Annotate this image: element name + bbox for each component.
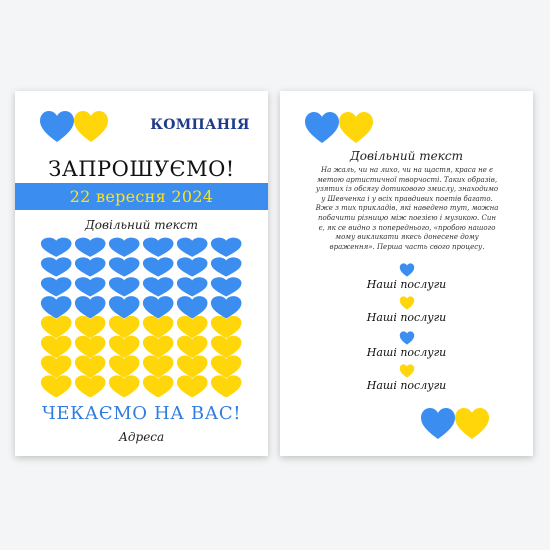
blue-heart-icon bbox=[177, 257, 208, 276]
blue-heart-icon bbox=[143, 277, 174, 296]
yellow-heart-icon bbox=[143, 356, 174, 378]
yellow-heart-icon bbox=[177, 356, 208, 378]
hearts-logo bbox=[39, 110, 111, 146]
company-name: КОМПАНІЯ bbox=[150, 117, 250, 133]
service-item bbox=[280, 331, 533, 359]
yellow-heart-icon bbox=[399, 364, 415, 378]
service-item bbox=[280, 364, 533, 392]
blue-heart-icon bbox=[211, 257, 242, 276]
yellow-heart-icon bbox=[177, 336, 208, 358]
closing-text: ЧЕКАЄМО НА ВАС! bbox=[41, 403, 242, 424]
blue-heart-icon bbox=[41, 238, 72, 257]
blue-heart-icon bbox=[41, 296, 72, 318]
hearts-logo-bottom bbox=[420, 407, 492, 443]
yellow-heart-icon bbox=[109, 375, 140, 397]
blue-heart-icon bbox=[109, 238, 140, 257]
yellow-heart-icon bbox=[75, 375, 106, 397]
yellow-heart-icon bbox=[177, 316, 208, 338]
blue-heart-icon bbox=[399, 263, 415, 277]
blue-heart-icon bbox=[177, 296, 208, 318]
service-label: Наші послуги bbox=[366, 346, 447, 359]
yellow-heart-icon bbox=[41, 316, 72, 338]
yellow-heart-icon bbox=[143, 316, 174, 338]
blue-heart-icon bbox=[143, 296, 174, 318]
invitation-title: ЗАПРОШУЄМО! bbox=[48, 157, 235, 181]
date-banner bbox=[15, 183, 268, 210]
blue-heart-icon bbox=[305, 112, 339, 143]
yellow-heart-icon bbox=[41, 356, 72, 378]
blue-heart-icon bbox=[399, 331, 415, 345]
blue-heart-icon bbox=[177, 238, 208, 257]
yellow-heart-icon bbox=[211, 375, 242, 397]
hearts-logo-back bbox=[304, 111, 376, 147]
event-date: 22 вересня 2024 bbox=[69, 187, 214, 206]
blue-heart-icon bbox=[75, 277, 106, 296]
blue-heart-icon bbox=[211, 238, 242, 257]
yellow-heart-icon bbox=[143, 336, 174, 358]
blue-heart-icon bbox=[75, 257, 106, 276]
yellow-heart-icon bbox=[339, 112, 373, 143]
yellow-heart-icon bbox=[109, 356, 140, 378]
blue-heart-icon bbox=[109, 257, 140, 276]
blue-heart-icon bbox=[143, 257, 174, 276]
yellow-heart-icon bbox=[177, 375, 208, 397]
blue-heart-icon bbox=[143, 238, 174, 257]
blue-heart-icon bbox=[40, 111, 74, 142]
service-item bbox=[280, 263, 533, 291]
blue-heart-icon bbox=[75, 238, 106, 257]
heart-pattern bbox=[39, 237, 245, 401]
blue-heart-icon bbox=[75, 296, 106, 318]
invitation-front bbox=[15, 91, 268, 456]
address-text: Адреса bbox=[118, 430, 165, 444]
service-label: Наші послуги bbox=[366, 278, 447, 291]
yellow-heart-icon bbox=[75, 356, 106, 378]
blue-heart-icon bbox=[177, 277, 208, 296]
yellow-heart-icon bbox=[211, 316, 242, 338]
yellow-heart-icon bbox=[211, 356, 242, 378]
yellow-heart-icon bbox=[75, 336, 106, 358]
blue-heart-icon bbox=[109, 296, 140, 318]
blue-heart-icon bbox=[421, 408, 455, 439]
blue-heart-icon bbox=[211, 296, 242, 318]
free-text-heading-back: Довільний текст bbox=[350, 149, 463, 163]
free-text-heading: Довільний текст bbox=[85, 218, 198, 232]
yellow-heart-icon bbox=[74, 111, 108, 142]
yellow-heart-icon bbox=[399, 296, 415, 310]
yellow-heart-icon bbox=[143, 375, 174, 397]
yellow-heart-icon bbox=[75, 316, 106, 338]
yellow-heart-icon bbox=[211, 336, 242, 358]
service-item bbox=[280, 296, 533, 324]
blue-heart-icon bbox=[41, 257, 72, 276]
yellow-heart-icon bbox=[41, 336, 72, 358]
yellow-heart-icon bbox=[109, 316, 140, 338]
yellow-heart-icon bbox=[41, 375, 72, 397]
blue-heart-icon bbox=[109, 277, 140, 296]
yellow-heart-icon bbox=[109, 336, 140, 358]
service-label: Наші послуги bbox=[366, 311, 447, 324]
invitation-back bbox=[280, 91, 533, 456]
body-paragraph: На жаль, чи на лихо, чи на щастя, краса не є метою артистичної творчості. Таких образів, узятих із обсягу дотикового змислу, знаходимо у Шевченка і у всіх правдивих поетів багато. Вже з тих прикладів, які наведено тут, можна побачити різницю між поезією і музикою. Син є, як се видно з попереднього, «пробою нашого мому викликати якесь донесене дому враження». Перша часть свого процесу. bbox=[315, 166, 499, 251]
yellow-heart-icon bbox=[455, 408, 489, 439]
blue-heart-icon bbox=[41, 277, 72, 296]
blue-heart-icon bbox=[211, 277, 242, 296]
service-label: Наші послуги bbox=[366, 379, 447, 392]
